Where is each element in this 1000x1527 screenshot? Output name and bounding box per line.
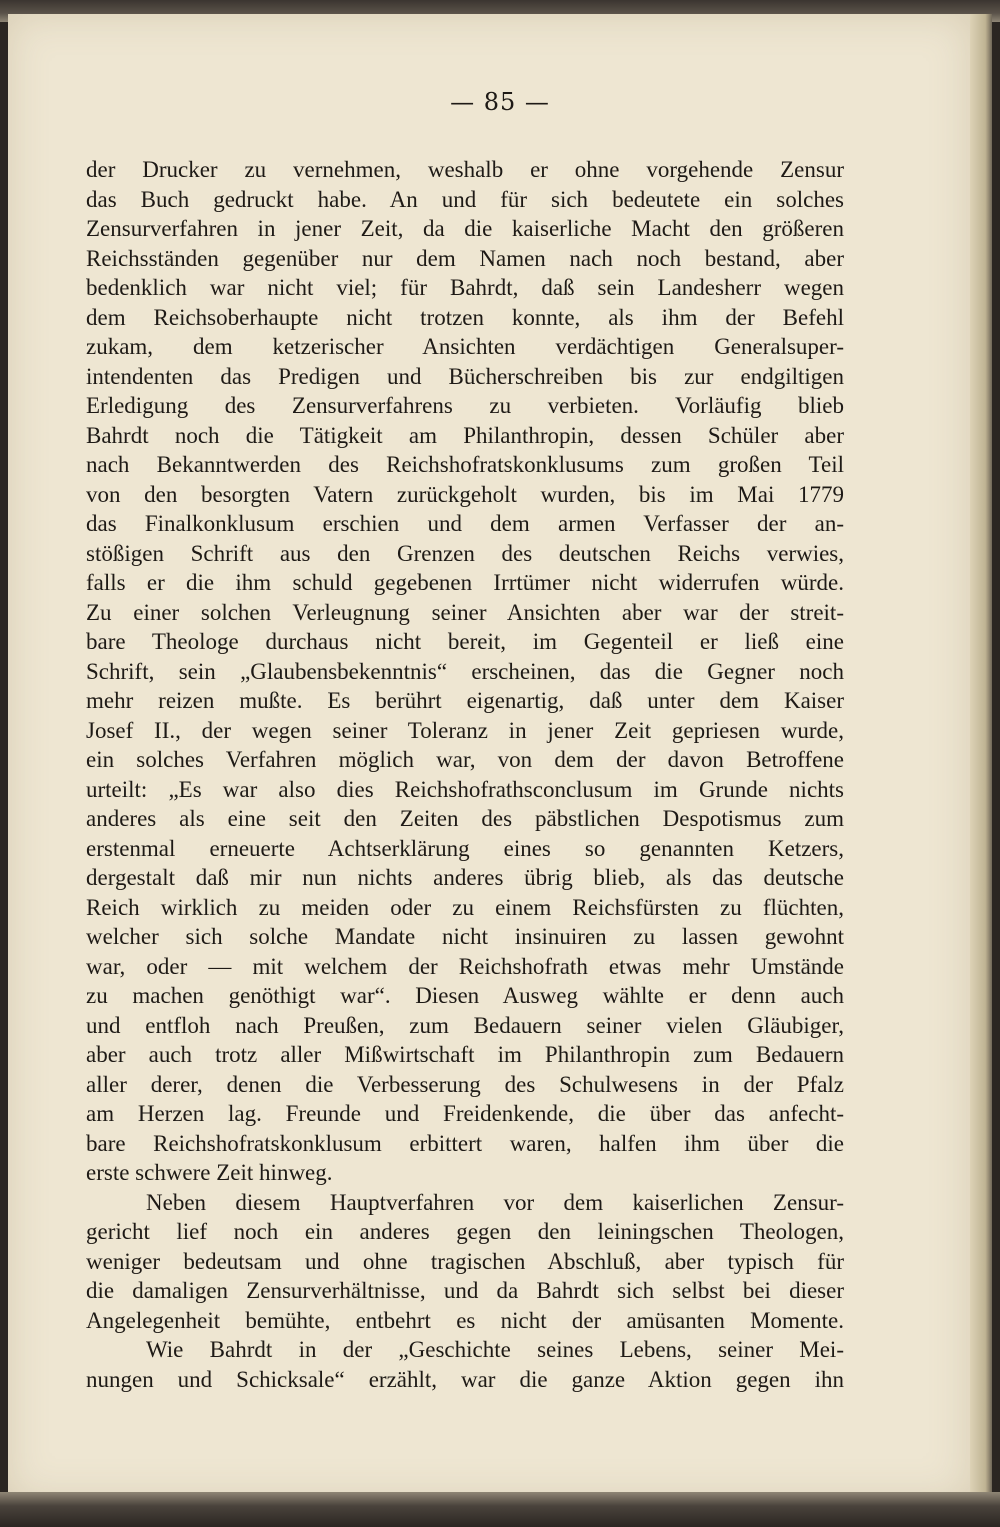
text-line: von den besorgten Vatern zurückgeholt wurden, bis im Mai 1779 (86, 481, 844, 507)
text-line: dergestalt daß mir nun nichts anderes übrig blieb, als das deutsche (86, 865, 844, 890)
text-line: dem Reichsoberhaupte nicht trotzen konnte, als ihm der Befehl (86, 304, 844, 330)
text-line: nach Bekanntwerden des Reichshofratskonklusums zum großen Teil (86, 452, 844, 477)
text-line: bare Theologe durchaus nicht bereit, im Gegenteil er ließ eine (86, 629, 844, 654)
body-text (86, 155, 844, 1394)
text-line: mehr reizen mußte. Es berührt eigenartig, daß unter dem Kaiser (86, 688, 844, 713)
book-bottom-edge (0, 1492, 1000, 1527)
text-line: Wie Bahrdt in der „Geschichte seines Lebens, seiner Mei- (146, 1337, 844, 1362)
text-line: Zu einer solchen Verleugnung seiner Ansichten aber war der streit- (86, 599, 844, 625)
text-line: und entfloh nach Preußen, zum Bedauern seiner vielen Gläubiger, (86, 1012, 844, 1038)
text-line: war, oder — mit welchem der Reichshofrath etwas mehr Umstände (86, 953, 844, 979)
text-line: gericht lief noch ein anderes gegen den leiningschen Theologen, (86, 1219, 844, 1244)
text-line: anderes als eine seit den Zeiten des päbstlichen Despotismus zum (86, 806, 844, 831)
text-line: aller derer, denen die Verbesserung des Schulwesens in der Pfalz (86, 1071, 844, 1097)
text-line: das Finalkonklusum erschien und dem armen Verfasser der an- (86, 511, 844, 536)
text-line: welcher sich solche Mandate nicht insinuiren zu lassen gewohnt (86, 924, 844, 949)
text-line: nungen und Schicksale“ erzählt, war die ganze Aktion gegen ihn (86, 1366, 844, 1392)
text-line: Reichsständen gegenüber nur dem Namen nach noch bestand, aber (86, 245, 844, 271)
text-line: zukam, dem ketzerischer Ansichten verdächtigen Generalsuper- (86, 334, 844, 359)
text-line: Erledigung des Zensurverfahrens zu verbieten. Vorläufig blieb (86, 393, 844, 418)
text-line: das Buch gedruckt habe. An und für sich bedeutete ein solches (86, 186, 844, 212)
text-line: ein solches Verfahren möglich war, von dem der davon Betroffene (86, 747, 844, 772)
text-line: Reich wirklich zu meiden oder zu einem Reichsfürsten zu flüchten, (86, 894, 844, 920)
text-line: weniger bedeutsam und ohne tragischen Abschluß, aber typisch für (86, 1248, 844, 1274)
text-line: erstenmal erneuerte Achtserklärung eines so genannten Ketzers, (86, 835, 844, 861)
text-line: am Herzen lag. Freunde und Freidenkende, die über das anfecht- (86, 1101, 844, 1126)
text-line: Josef II., der wegen seiner Toleranz in jener Zeit gepriesen wurde, (86, 717, 844, 743)
text-line: Angelegenheit bemühte, entbehrt es nicht der amüsanten Momente. (86, 1307, 844, 1333)
text-line: Schrift, sein „Glaubensbekenntnis“ erscheinen, das die Gegner noch (86, 658, 844, 684)
page-number: — 85 — (450, 88, 550, 116)
text-line: urteilt: „Es war also dies Reichshofrathsconclusum im Grunde nichts (86, 776, 844, 802)
text-line: bare Reichshofratskonklusum erbittert waren, halfen ihm über die (86, 1130, 844, 1156)
text-line: zu machen genöthigt war“. Diesen Ausweg wählte er denn auch (86, 983, 844, 1008)
text-line: Zensurverfahren in jener Zeit, da die kaiserliche Macht den größeren (86, 216, 844, 241)
text-line: Neben diesem Hauptverfahren vor dem kaiserlichen Zensur- (146, 1189, 844, 1215)
page-edge-strip (970, 14, 992, 1500)
text-line: bedenklich war nicht viel; für Bahrdt, daß sein Landesherr wegen (86, 275, 844, 300)
text-line: stößigen Schrift aus den Grenzen des deutschen Reichs verwies, (86, 540, 844, 566)
text-line: aber auch trotz aller Mißwirtschaft im Philanthropin zum Bedauern (86, 1042, 844, 1067)
text-line: der Drucker zu vernehmen, weshalb er ohne vorgehende Zensur (86, 157, 844, 182)
text-line: Bahrdt noch die Tätigkeit am Philanthropin, dessen Schüler aber (86, 422, 844, 448)
text-line: falls er die ihm schuld gegebenen Irrtümer nicht widerrufen würde. (86, 570, 844, 595)
text-line: die damaligen Zensurverhältnisse, und da Bahrdt sich selbst bei dieser (86, 1278, 844, 1303)
text-line: erste schwere Zeit hinweg. (86, 1160, 333, 1185)
text-line: intendenten das Predigen und Bücherschreiben bis zur endgiltigen (86, 363, 844, 389)
